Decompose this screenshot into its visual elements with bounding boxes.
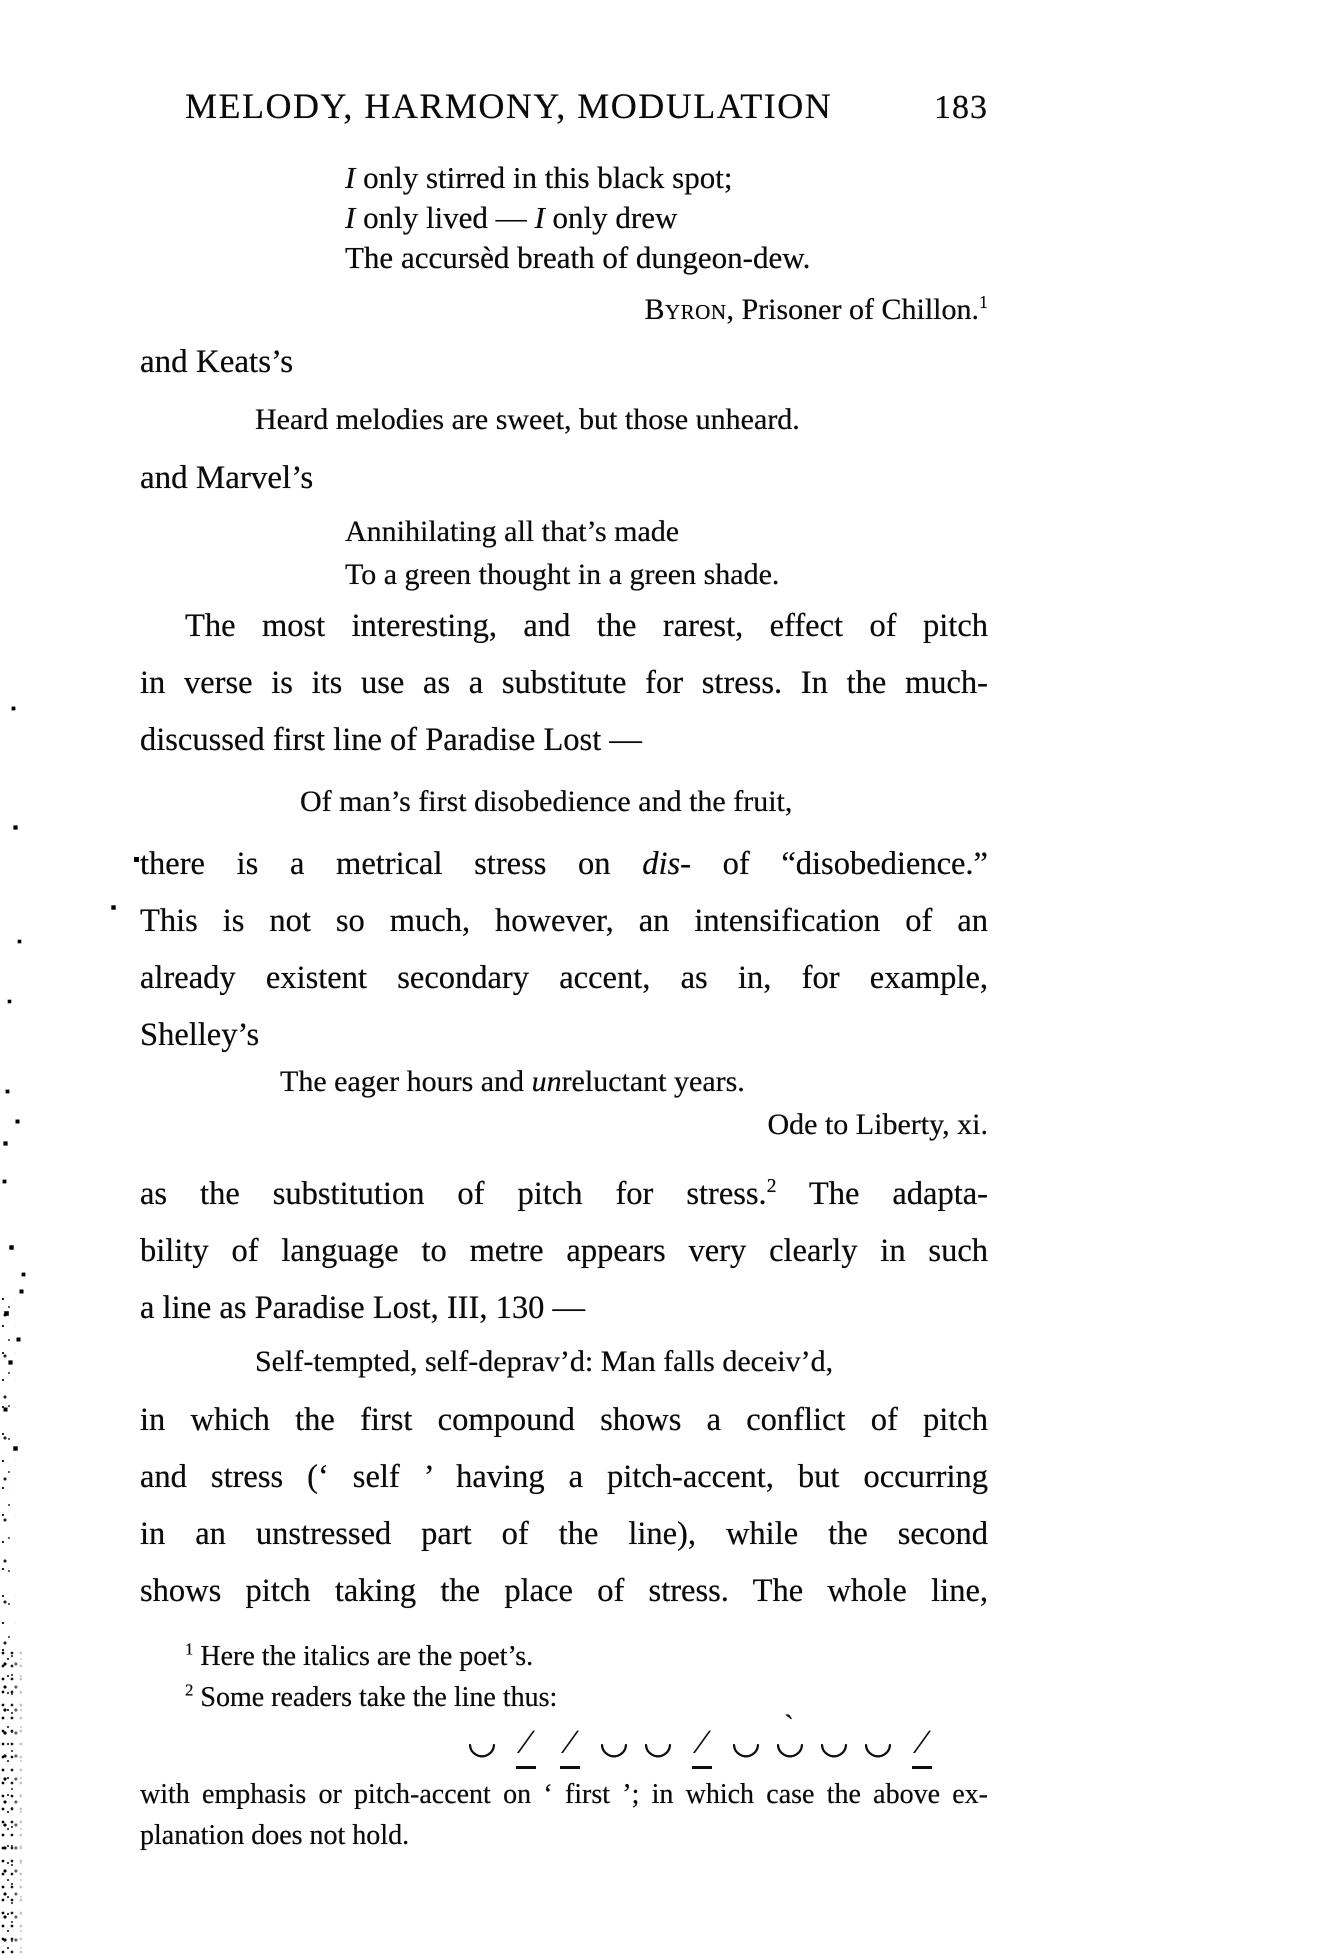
scansion-mark-breve-grave: ˋ ◡ <box>768 1722 812 1764</box>
italic-word: I <box>534 200 545 235</box>
paragraph-line: The most interesting, and the rarest, effect of pitch <box>185 608 988 644</box>
paragraph-line: discussed first line of Paradise Lost — <box>140 722 642 758</box>
verse-line: To a green thought in a green shade. <box>345 558 780 591</box>
paragraph-1 <box>140 598 988 769</box>
italic-word: dis- <box>642 846 691 882</box>
italic-word: I <box>345 200 356 235</box>
milton-quote-2: Self-tempted, self-deprav’d: Man falls deceiv’d, <box>255 1345 834 1378</box>
footnote-reference: 1 <box>979 292 988 312</box>
paragraph-line: This is not so much, however, an intensification of an <box>140 903 988 939</box>
italic-word: un <box>531 1065 562 1098</box>
scan-noise-left-edge <box>0 1650 24 1958</box>
page-number: 183 <box>934 89 988 126</box>
paragraph-4 <box>140 1392 988 1620</box>
scansion-mark-breve: ◡ <box>863 1724 893 1761</box>
scansion-mark-breve: ◡ <box>643 1724 673 1761</box>
scansion-row <box>460 1722 988 1770</box>
paragraph-3 <box>140 1166 988 1337</box>
verse-line: The eager hours and unreluctant years. <box>280 1065 745 1098</box>
paragraph-line: in which the first compound shows a conflict of pitch <box>140 1402 988 1438</box>
paragraph-line: and stress (‘ self ’ having a pitch-accent, but occurring <box>140 1459 988 1495</box>
milton-quote-1: Of man’s first disobedience and the fruit, <box>300 785 793 818</box>
paragraph-line: Shelley’s <box>140 1017 260 1053</box>
scansion-mark-breve: ◡ <box>599 1724 629 1761</box>
footnote-1: $^1$ Here the italics are the poet’s. <box>185 1639 534 1672</box>
byron-verse-quote <box>345 158 988 331</box>
scan-speckles <box>0 0 3 3</box>
verse-line: The accursèd breath of dungeon-dew. <box>345 240 811 275</box>
running-head <box>140 84 988 130</box>
author-name: Byron <box>644 293 727 326</box>
footnote-marker: 1 <box>185 1639 194 1659</box>
scansion-mark-breve: ◡ <box>819 1724 849 1761</box>
verse-line: I only lived — I only drew <box>345 200 678 235</box>
paragraph-line: bility of language to metre appears very clearly in such <box>140 1233 988 1269</box>
footnote-marker: 2 <box>185 1680 194 1700</box>
scansion-mark-breve: ◡ <box>467 1724 497 1761</box>
footnote-reference: 2 <box>766 1176 777 1198</box>
lead-in-keats: and Keats’s <box>140 344 294 380</box>
footnote-2-continued: with emphasis or pitch-accent on ‘ first ’; in which case the above ex- <box>140 1779 988 1810</box>
chapter-title: MELODY, HARMONY, MODULATION <box>185 86 833 126</box>
lead-in-marvell: and Marvel’s <box>140 460 314 496</box>
marvell-quote <box>345 510 779 596</box>
verse-line: I only stirred in this black spot; <box>345 160 733 195</box>
paragraph-line: in verse is its use as a substitute for stress. In the much- <box>140 665 988 701</box>
footnote-2-continued: planation does not hold. <box>140 1820 410 1851</box>
paragraph-line: shows pitch taking the place of stress. The whole line, <box>140 1573 988 1609</box>
paragraph-line: in an unstressed part of the line), while the second <box>140 1516 988 1552</box>
keats-quote: Heard melodies are sweet, but those unheard. <box>255 403 800 436</box>
scansion-mark-ictus: ∕ <box>504 1722 548 1769</box>
scansion-mark-ictus: ∕ <box>900 1722 944 1769</box>
footnote-2: $^2$ Some readers take the line thus: <box>185 1680 558 1713</box>
paragraph-line: there is a metrical stress on dis- of “disobedience.” <box>140 846 988 882</box>
scansion-mark-ictus: ∕ <box>548 1722 592 1769</box>
verse-attribution: Byron, Prisoner of Chillon.$^1$ <box>644 292 988 326</box>
paragraph-line: a line as Paradise Lost, III, 130 — <box>140 1290 585 1326</box>
paragraph-line: as the substitution of pitch for stress.$^2$ The adapta- <box>140 1176 988 1212</box>
italic-word: I <box>345 160 356 195</box>
footnotes <box>140 1636 988 1856</box>
verse-attribution: Ode to Liberty, xi. <box>767 1108 988 1141</box>
paragraph-line: already existent secondary accent, as in, for example, <box>140 960 988 996</box>
scan-noise-left-edge <box>0 1295 16 1655</box>
verse-line: Annihilating all that’s made <box>345 515 680 548</box>
scansion-mark-breve: ◡ <box>731 1724 761 1761</box>
paragraph-2 <box>140 836 988 1064</box>
shelley-quote <box>280 1060 988 1146</box>
scansion-mark-ictus: ∕ <box>680 1722 724 1769</box>
